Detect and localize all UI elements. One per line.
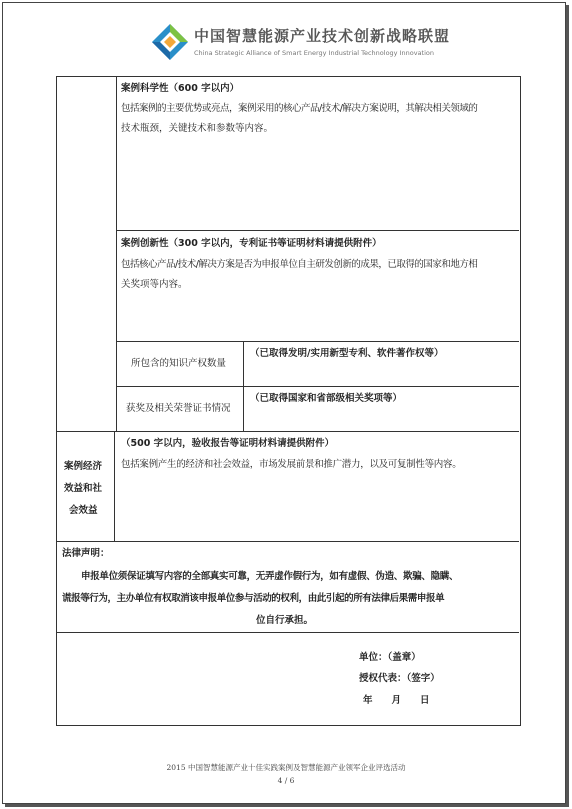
footer-event: 2015 中国智慧能源产业十佳实践案例及智慧能源产业领军企业评选活动 [166,763,406,772]
benefit-title: （500 字以内，验收报告等证明材料请提供附件） [121,438,335,449]
ip-count-label: 所包含的知识产权数量 [131,358,227,369]
row-divider [56,431,519,432]
signature-unit: 单位：（盖章） [359,652,421,663]
legal-line2: 谎报等行为，主办单位有权取消该申报单位参与活动的权利，由此引起的所有法律后果需申报单 [62,593,445,604]
org-name-en: China Strategic Alliance of Smart Energy Industrial Technology Innovation [194,49,435,57]
diamond-logo-icon [150,22,190,62]
science-desc-line1: 包括案例的主要优势或亮点，案例采用的核心产品/技术/解决方案说明，其解决相关领域的 [121,103,478,114]
awards-label: 获奖及相关荣誉证书情况 [126,403,231,414]
benefit-column-divider [114,431,115,541]
innovation-desc-line1: 包括核心产品/技术/解决方案是否为申报单位自主研发创新的成果，已取得的国家和地方相 [121,259,478,270]
benefit-label-line3: 会效益 [69,505,98,516]
signature-rep: 授权代表：（签字） [359,673,440,684]
signature-date: 年 月 日 [363,695,430,706]
legal-line3: 位自行承担。 [256,615,314,626]
science-title: 案例科学性（600 字以内） [121,83,240,94]
row-divider [56,541,519,542]
innovation-desc-line2: 关奖项等内容。 [121,279,188,290]
org-name-cn: 中国智慧能源产业技术创新战略联盟 [194,27,451,45]
benefit-label-line1: 案例经济 [64,461,103,472]
legal-title: 法律声明： [62,548,110,559]
row-divider [116,386,519,387]
row-divider [56,632,519,633]
row-divider [116,341,519,342]
benefit-label-line2: 效益和社 [64,483,103,494]
alliance-logo [150,22,451,64]
left-column-divider [116,76,117,431]
row-divider [116,230,519,231]
science-desc-line2: 技术瓶颈，关键技术和参数等内容。 [121,123,274,134]
ip-count-value: （已取得发明/实用新型专利、软件著作权等） [250,348,444,359]
ip-column-divider [243,341,244,431]
awards-value: （已取得国家和省部级相关奖项等） [250,393,403,404]
legal-line1: 申报单位须保证填写内容的全部真实可靠，无弄虚作假行为，如有虚假、伪造、欺骗、隐瞒、 [81,571,459,582]
page-number: 4 / 6 [277,776,295,785]
benefit-desc: 包括案例产生的经济和社会效益，市场发展前景和推广潜力，以及可复制性等内容。 [121,459,462,470]
innovation-title: 案例创新性（300 字以内，专利证书等证明材料请提供附件） [121,238,382,249]
